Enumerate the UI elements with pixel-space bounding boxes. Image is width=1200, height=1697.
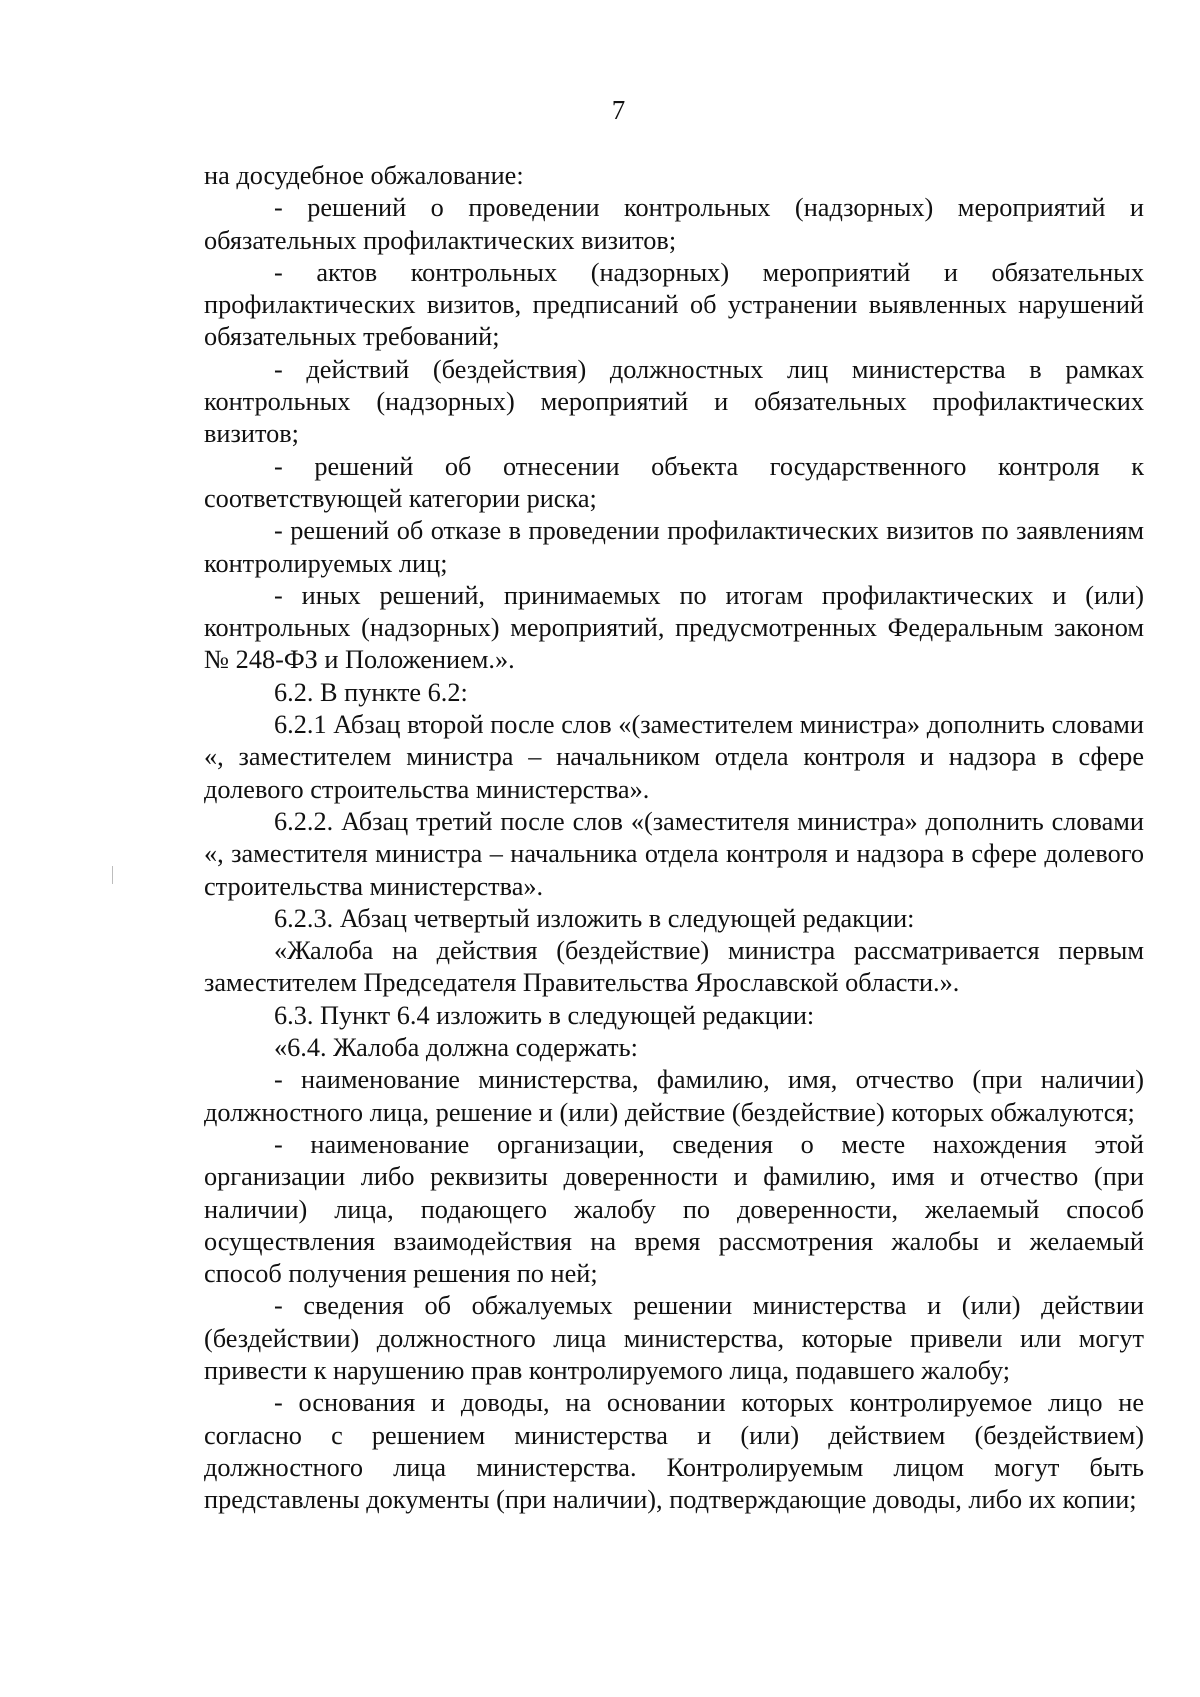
document-body (204, 160, 1144, 1516)
paragraph: 6.2.3. Абзац четвертый изложить в следующей редакции: (274, 903, 915, 933)
paragraph: - решений об отказе в проведении профилактических визитов по заявлениям контролируемых лиц; (204, 516, 1144, 578)
paragraph: - актов контрольных (надзорных) мероприятий и обязательных профилактических визитов, предписаний об устранении выявленных нарушений обязательных требований; (204, 257, 1144, 352)
paragraph: 6.2.2. Абзац третий после слов «(заместителя министра» дополнить словами «, заместителя министра – начальника отдела контроля и надзора в сфере долевого строительства министерства». (204, 806, 1144, 901)
scan-mark (112, 866, 113, 884)
paragraph: - решений о проведении контрольных (надзорных) мероприятий и обязательных профилактических визитов; (204, 193, 1144, 255)
paragraph: 6.3. Пункт 6.4 изложить в следующей редакции: (274, 1000, 815, 1030)
paragraph: на досудебное обжалование: (204, 161, 524, 190)
paragraph: - иных решений, принимаемых по итогам профилактических и (или) контрольных (надзорных) мероприятий, предусмотренных Федеральным законом № 248-ФЗ и Положением.». (204, 580, 1144, 675)
paragraph: 6.2. В пункте 6.2: (274, 677, 468, 707)
paragraph: - наименование министерства, фамилию, имя, отчество (при наличии) должностного лица, решение и (или) действие (бездействие) которых обжалуются; (204, 1065, 1144, 1127)
paragraph: «Жалоба на действия (бездействие) министра рассматривается первым заместителем Председателя Правительства Ярославской области.». (204, 936, 1144, 998)
paragraph: 6.2.1 Абзац второй после слов «(заместителем министра» дополнить словами «, заместителем министра – начальником отдела контроля и надзора в сфере долевого строительства министерства». (204, 710, 1144, 804)
paragraph: - решений об отнесении объекта государственного контроля к соответствующей категории риска; (204, 451, 1144, 513)
paragraph: - основания и доводы, на основании которых контролируемое лицо не согласно с решением министерства и (или) действием (бездействием) должностного лица министерства. Контролируемым лицом могут быть представлены документы (при наличии), подтверждающие доводы, либо их копии; (204, 1388, 1144, 1515)
paragraph: - наименование организации, сведения о месте нахождения этой организации либо реквизиты доверенности и фамилию, имя и отчество (при наличии) лица, подающего жалобу по доверенности, желаемый способ осуществления взаимодействия на время рассмотрения жалобы и желаемый способ получения решения по ней; (204, 1129, 1144, 1289)
page-number: 7 (611, 95, 626, 125)
paragraph: «6.4. Жалоба должна содержать: (274, 1033, 638, 1063)
paragraph: - сведения об обжалуемых решении министерства и (или) действии (бездействии) должностного лица министерства, которые привели или могут привести к нарушению прав контролируемого лица, подавшего жалобу; (204, 1291, 1144, 1385)
paragraph: - действий (бездействия) должностных лиц министерства в рамках контрольных (надзорных) мероприятий и обязательных профилактических визитов; (204, 354, 1144, 449)
